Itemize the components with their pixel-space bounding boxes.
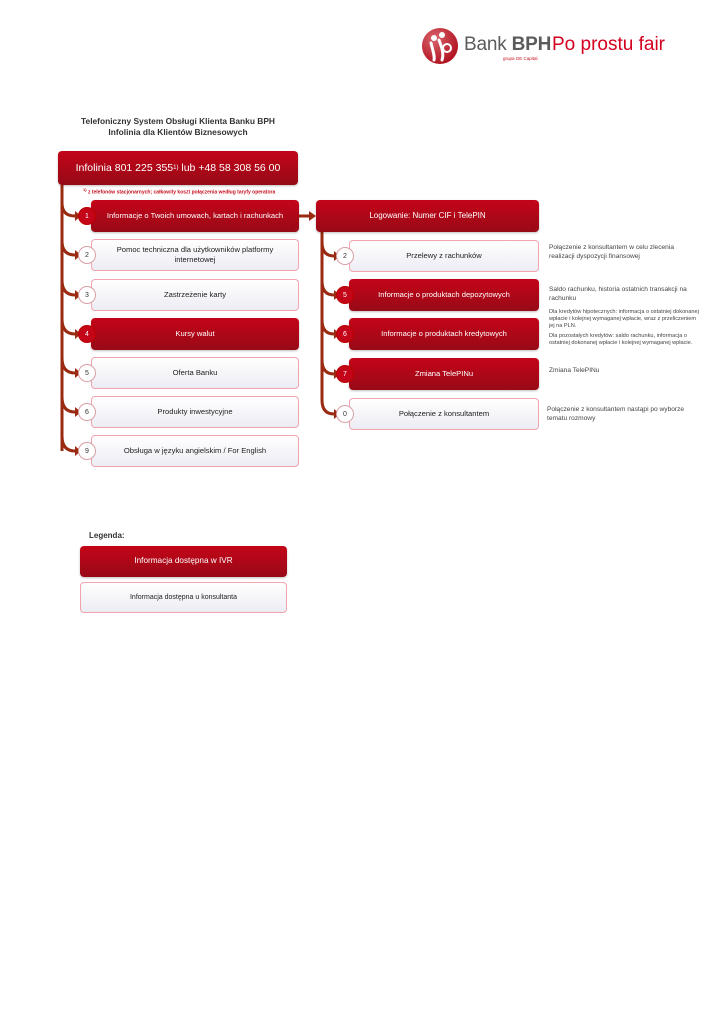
menu-option-1[interactable]: Informacje o Twoich umowach, kartach i rachunkach (91, 200, 299, 232)
branch-2 (62, 241, 75, 255)
submenu-number-7: 7 (336, 365, 354, 383)
menu-option-4[interactable]: Kursy walut (91, 318, 299, 350)
branch-1 (62, 203, 75, 216)
submenu-number-2: 2 (336, 247, 354, 265)
branch-6 (62, 397, 75, 412)
page-title: Telefoniczny System Obsługi Klienta Banku BPH (81, 116, 275, 126)
submenu-option-2[interactable]: Przelewy z rachunków (349, 240, 539, 272)
option-number-5: 5 (78, 364, 96, 382)
option-number-4: 4 (78, 325, 96, 343)
submenu-option-0[interactable]: Połączenie z konsultantem (349, 398, 539, 430)
option-number-9: 9 (78, 442, 96, 460)
menu-option-5[interactable]: Oferta Banku (91, 357, 299, 389)
note-kredyty-hipoteczne: Dla kredytów hipotecznych: informacja o ostatniej dokonanej wpłacie i kolejnej wymaganej wpłacie, wraz z przeliczeniem jej na PLN. (549, 309, 699, 329)
note-telepin: Zmiana TelePINu (549, 367, 600, 374)
branch-5 (62, 358, 75, 373)
menu-option-6[interactable]: Produkty inwestycyjne (91, 396, 299, 428)
bank-name: Bank BPH (464, 34, 552, 55)
option-number-3: 3 (78, 286, 96, 304)
submenu-option-7[interactable]: Zmiana TelePINu (349, 358, 539, 390)
note-kredyty-pozostale: Dla pozostałych kredytów: saldo rachunku, informacja o ostatniej dokonanej wpłacie i kolejnej wymaganej wpłacie. (549, 333, 693, 346)
menu-option-3[interactable]: Zastrzeżenie karty (91, 279, 299, 311)
sub-branch-5 (322, 281, 334, 295)
branch-9 (62, 436, 75, 451)
branch-3 (62, 280, 75, 295)
submenu-number-5: 5 (336, 286, 354, 304)
note-przelewy: Połączenie z konsultantem w celu zlecenia realizacji dyspozycji finansowej (549, 244, 674, 260)
sub-branch-6 (322, 320, 334, 334)
sub-branch-7 (322, 360, 334, 374)
menu-option-9[interactable]: Obsługa w języku angielskim / For English (91, 435, 299, 467)
submenu-option-6[interactable]: Informacje o produktach kredytowych (349, 318, 539, 350)
menu-option-2[interactable]: Pomoc techniczna dla użytkowników platformy internetowej (91, 239, 299, 271)
sub-branch-0 (322, 400, 334, 414)
hotline-header: Infolinia 801 225 355 1) lub +48 58 308 56 00 (58, 151, 298, 185)
page-subtitle: Infolinia dla Klientów Biznesowych (108, 127, 248, 137)
bank-logo-icon (420, 26, 460, 66)
legend-title: Legenda: (89, 531, 125, 540)
option-number-6: 6 (78, 403, 96, 421)
submenu-number-0: 0 (336, 405, 354, 423)
footnote: $^{1)}$ z telefonów stacjonarnych; całkowity koszt połączenia według taryfy operatora (83, 187, 276, 196)
bank-subtitle: grupa GE Capital (503, 56, 538, 61)
note-depozyty: Saldo rachunku, historia ostatnich transakcji na rachunku (549, 286, 687, 302)
note-konsultant: Połączenie z konsultantem nastąpi po wyborze tematu rozmowy (547, 406, 685, 422)
arrowhead-login (309, 211, 316, 221)
option-number-1: 1 (78, 207, 96, 225)
legend-ivr: Informacja dostępna w IVR (80, 546, 287, 577)
branch-4 (62, 319, 75, 334)
sub-branch-2 (322, 242, 334, 256)
legend-consultant: Informacja dostępna u konsultanta (80, 582, 287, 613)
login-box[interactable]: Logowanie: Numer CIF i TelePIN (316, 200, 539, 232)
submenu-number-6: 6 (336, 325, 354, 343)
submenu-option-5[interactable]: Informacje o produktach depozytowych (349, 279, 539, 311)
bank-tagline: Po prostu fair (552, 34, 665, 55)
option-number-2: 2 (78, 246, 96, 264)
